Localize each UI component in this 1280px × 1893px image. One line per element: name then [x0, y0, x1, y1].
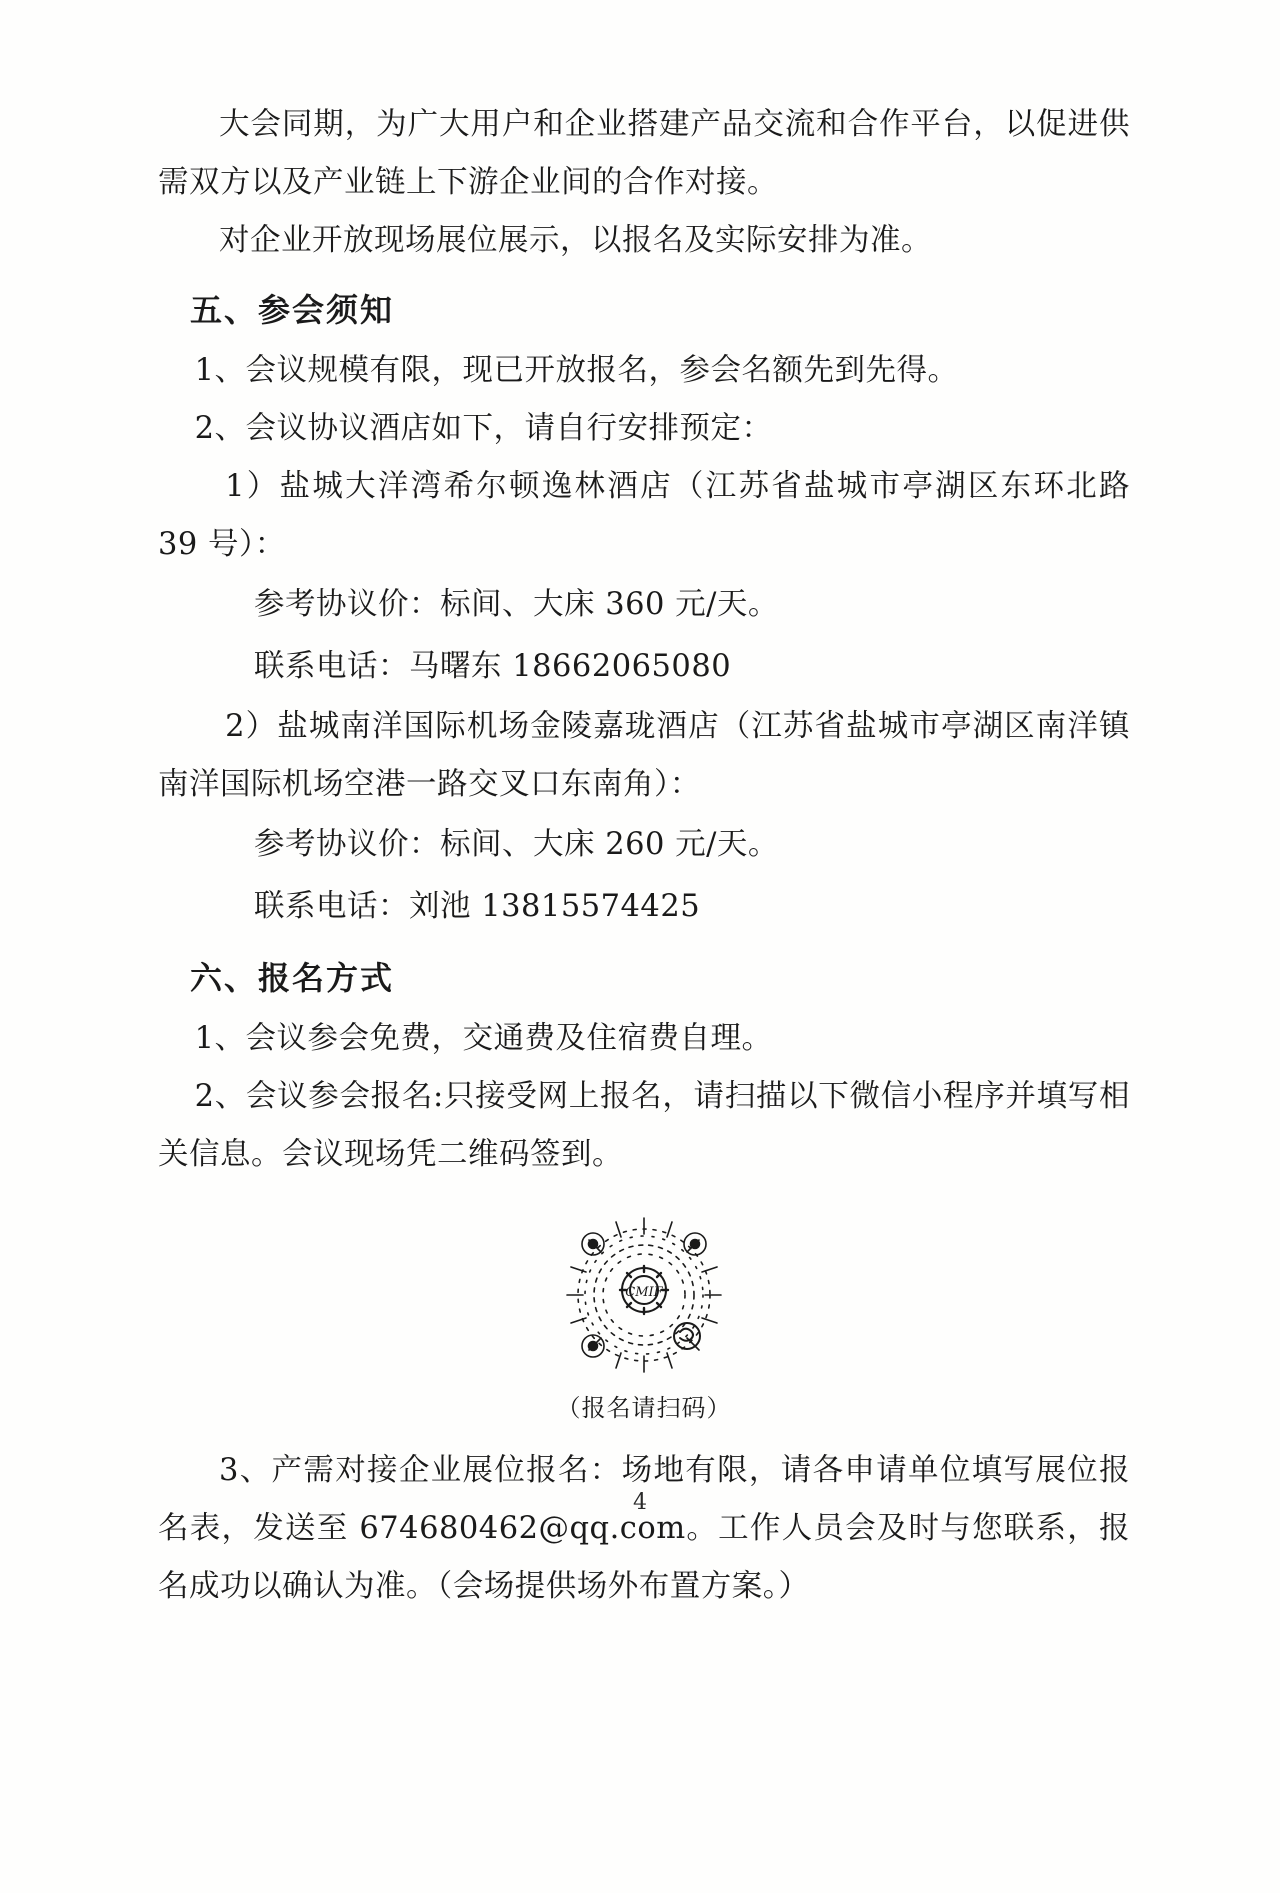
spacer — [158, 1428, 1130, 1442]
hotel-1-price: 参考协议价：标间、大床 360 元/天。 — [254, 587, 779, 622]
paragraph-intro-2: 对企业开放现场展位展示，以报名及实际安排为准。 — [219, 223, 932, 258]
page-number: 4 — [633, 1490, 647, 1515]
wechat-miniprogram-qr-icon[interactable] — [559, 1210, 729, 1380]
qr-code-block — [158, 1210, 1130, 1428]
hotel-2-contact: 联系电话：刘池 13815574425 — [254, 889, 701, 924]
qr-caption: （报名请扫码） — [556, 1394, 732, 1422]
qr-logo-text: CMIF — [625, 1285, 663, 1300]
hotel-1-name: 1）盐城大洋湾希尔顿逸林酒店（江苏省盐城市亭湖区东环北路 39 号）： — [158, 469, 1130, 562]
document-body — [158, 96, 1130, 1616]
section-five-item-1: 1、会议规模有限，现已开放报名，参会名额先到先得。 — [194, 353, 959, 388]
hotel-1-contact: 联系电话：马曙东 18662065080 — [254, 649, 732, 684]
hotel-2-name: 2）盐城南洋国际机场金陵嘉珑酒店（江苏省盐城市亭湖区南洋镇南洋国际机场空港一路交叉口东南角）： — [158, 709, 1130, 802]
section-heading-six: 六、报名方式 — [190, 959, 395, 997]
section-five-item-2: 2、会议协议酒店如下，请自行安排预定： — [194, 411, 773, 446]
section-six-item-3: 3、产需对接企业展位报名：场地有限，请各申请单位填写展位报名表，发送至 674680462@qq.com。工作人员会及时与您联系，报名成功以确认为准。（会场提供场外布置方案。） — [158, 1453, 1130, 1604]
paragraph-intro-1: 大会同期，为广大用户和企业搭建产品交流和合作平台，以促进供需双方以及产业链上下游企业间的合作对接。 — [158, 107, 1130, 200]
hotel-2-price: 参考协议价：标间、大床 260 元/天。 — [254, 827, 779, 862]
section-heading-five: 五、参会须知 — [190, 291, 395, 329]
section-six-item-2: 2、会议参会报名:只接受网上报名，请扫描以下微信小程序并填写相关信息。会议现场凭二维码签到。 — [158, 1079, 1130, 1172]
section-six-item-1: 1、会议参会免费，交通费及住宿费自理。 — [194, 1021, 773, 1056]
